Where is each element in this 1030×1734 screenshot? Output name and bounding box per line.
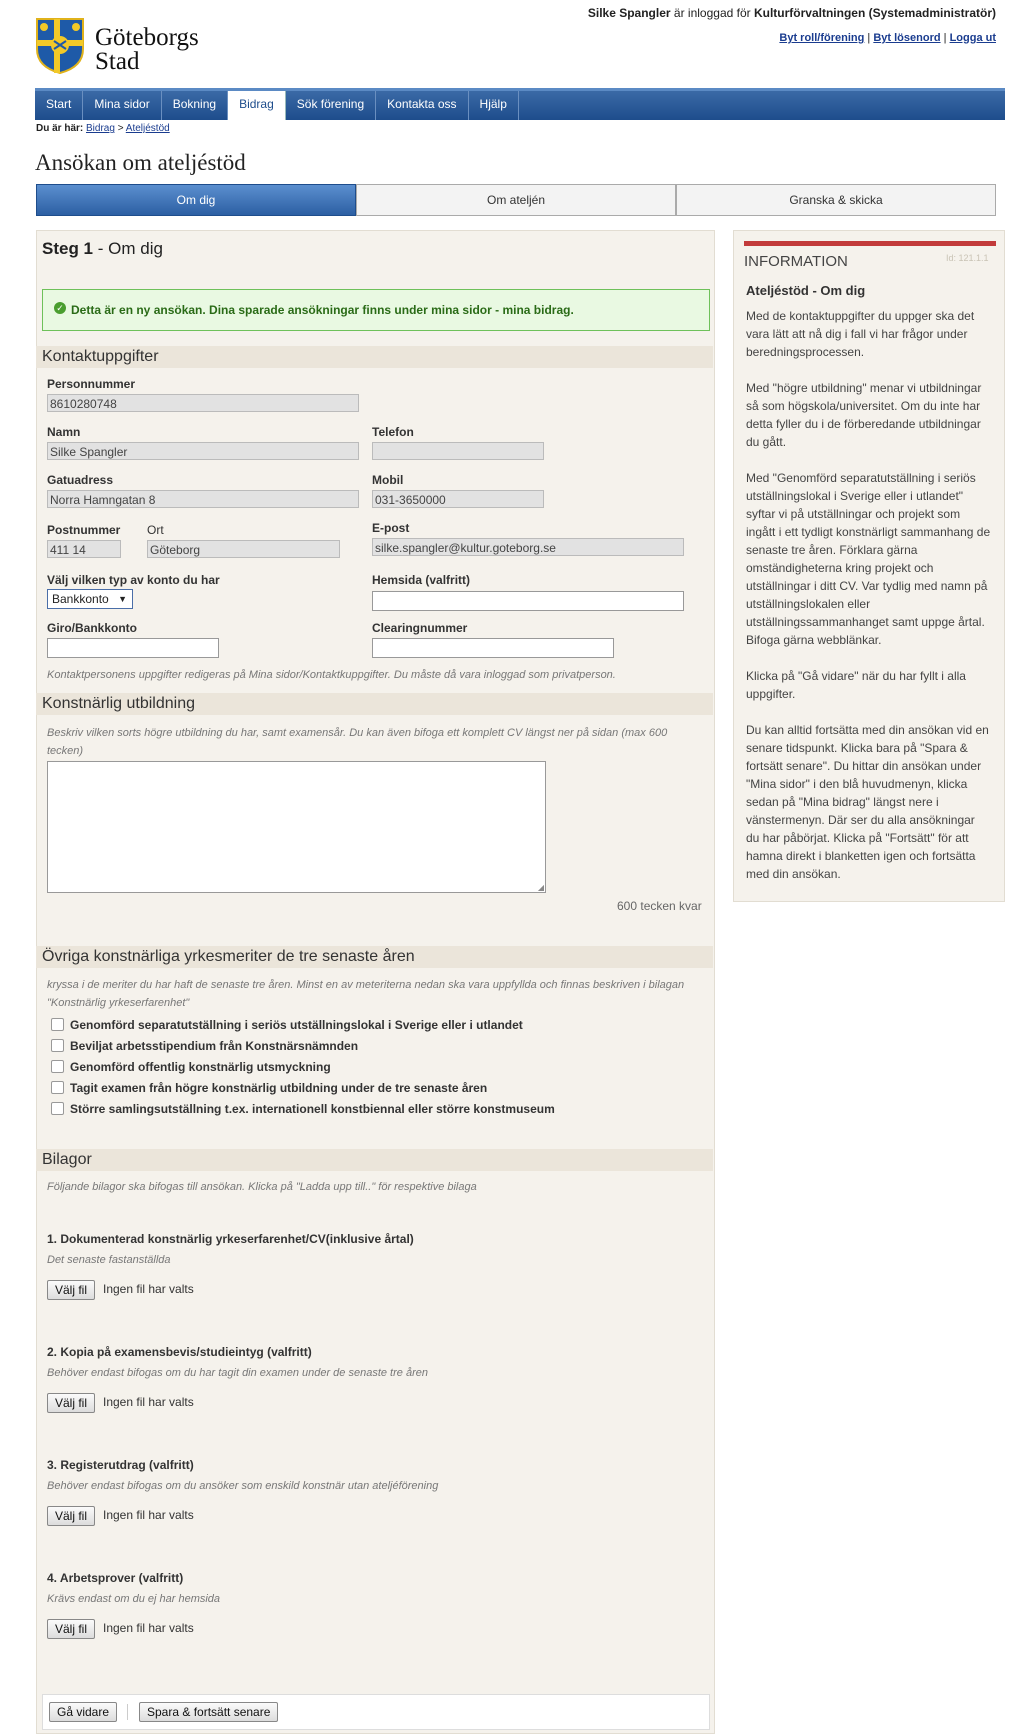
- hemsida-label: Hemsida (valfritt): [372, 573, 471, 587]
- personnummer-field: 8610280748: [47, 394, 359, 412]
- sidebar-paragraph: Du kan alltid fortsätta med din ansökan vid en senare tidspunkt. Klicka bara på "Spara & fortsätt senare". Du hittar din ansökan under "Mina sidor" i den blå huvudmenyn, klicka sedan på "Mina bidrag" längst nere i vänstermenyn. Där ser du alla ansökningar du har påbörjat. Klicka på "Fortsätt" för att hamna direkt i blanketten igen och fortsätta med din ansökan.: [746, 723, 989, 881]
- sidebar-paragraph: Klicka på "Gå vidare" när du har fyllt i alla uppgifter.: [746, 669, 966, 701]
- chevron-down-icon: ▼: [118, 594, 127, 604]
- merits-section-heading: Övriga konstnärliga yrkesmeriter de tre senaste åren: [36, 946, 713, 968]
- nav-mina-sidor[interactable]: Mina sidor: [83, 91, 161, 120]
- attachment-hint-1: Det senaste fastanställda: [47, 1254, 171, 1266]
- merit-label-4: Tagit examen från högre konstnärlig utbildning under de tre senaste åren: [70, 1081, 488, 1095]
- merit-checkbox-2[interactable]: [51, 1039, 64, 1052]
- namn-label: Namn: [47, 425, 81, 439]
- choose-file-button-4[interactable]: Välj fil: [47, 1619, 95, 1639]
- button-divider: [127, 1704, 128, 1720]
- sidebar-paragraph: Med "Genomförd separatutställning i seriös utställningslokal i Sverige eller i utlandet" syftar vi på utställningar och projekt som ingått i ett tydligt konstnärligt sammanhang de senaste tre åren. Förklara gärna omständigheterna kring projekt och utställningar i ditt CV. Var tydlig med namn på utställningslokalen eller utställningssammanhanget samt uppge årtal. Bifoga gärna webblänkar.: [746, 471, 991, 647]
- step-name: Om dig: [108, 239, 163, 258]
- personnummer-label: Personnummer: [47, 377, 136, 391]
- login-info: [588, 6, 996, 20]
- merit-label-3: Genomförd offentlig konstnärlig utsmyckning: [70, 1060, 331, 1074]
- postnummer-label: Postnummer: [47, 523, 121, 537]
- education-textarea[interactable]: [47, 761, 546, 893]
- konto-type-select[interactable]: [47, 589, 133, 609]
- choose-file-button-2[interactable]: Välj fil: [47, 1393, 95, 1413]
- logged-in-text: är inloggad för: [673, 6, 751, 20]
- attachment-hint-3: Behöver endast bifogas om du ansöker som enskild konstnär utan ateljéförening: [47, 1480, 439, 1492]
- resize-handle-icon[interactable]: ◢: [537, 883, 544, 892]
- notice-text: Detta är en ny ansökan. Dina sparade ansökningar finns under mina sidor - mina bidrag.: [71, 303, 574, 317]
- merit-label-5: Större samlingsutställning t.ex. internationell konstbiennal eller större konstmuseum: [70, 1102, 555, 1116]
- namn-field: Silke Spangler: [47, 442, 359, 460]
- mobil-field: 031-3650000: [372, 490, 544, 508]
- form-actions: [42, 1694, 710, 1730]
- attachment-title-2: 2. Kopia på examensbevis/studieintyg (valfritt): [47, 1345, 312, 1359]
- step-progress: [36, 184, 996, 216]
- nav-sok-forening[interactable]: Sök förening: [286, 91, 376, 120]
- sidebar-body: [746, 307, 991, 901]
- hemsida-input[interactable]: [372, 591, 684, 611]
- sidebar-paragraph: Med "högre utbildning" menar vi utbildningar så som högskola/universitet. Om du inte har detta fyller du i de förberedande utbildningar du gått.: [746, 381, 982, 449]
- step-granska-skicka: Granska & skicka: [676, 184, 996, 216]
- chars-left-counter: 600 tecken kvar: [617, 899, 702, 913]
- ort-label: Ort: [147, 523, 164, 537]
- sidebar-accent-bar: [744, 241, 996, 246]
- new-application-notice: [42, 289, 710, 331]
- sidebar-subtitle: Ateljéstöd - Om dig: [746, 283, 866, 298]
- clearing-label: Clearingnummer: [372, 621, 468, 635]
- site-logo-text[interactable]: [95, 26, 199, 74]
- epost-field: silke.spangler@kultur.goteborg.se: [372, 538, 684, 556]
- gatuadress-label: Gatuadress: [47, 473, 114, 487]
- giro-input[interactable]: [47, 638, 219, 658]
- merit-checkbox-5[interactable]: [51, 1102, 64, 1115]
- education-section-heading: Konstnärlig utbildning: [36, 693, 713, 715]
- breadcrumb-ateljestod[interactable]: Ateljéstöd: [125, 123, 170, 134]
- nav-kontakta-oss[interactable]: Kontakta oss: [376, 91, 468, 120]
- giro-label: Giro/Bankkonto: [47, 621, 138, 635]
- merits-hint: kryssa i de meriter du har haft de senaste tre åren. Minst en av meteriterna nedan ska vara uppfyllda och finnas beskriven i bilagan "Konstnärlig yrkeserfarenhet": [47, 979, 685, 1009]
- user-name: Silke Spangler: [587, 6, 671, 20]
- merit-checkbox-1[interactable]: [51, 1018, 64, 1031]
- konto-type-value: Bankkonto: [52, 592, 109, 606]
- no-file-text-2: Ingen fil har valts: [103, 1395, 194, 1409]
- attachment-hint-4: Krävs endast om du ej har hemsida: [47, 1593, 221, 1605]
- switch-role-link[interactable]: Byt roll/förening: [779, 32, 865, 44]
- no-file-text-3: Ingen fil har valts: [103, 1508, 194, 1522]
- step-heading: Steg 1 - Om dig: [42, 239, 163, 258]
- sidebar-title: INFORMATION: [744, 253, 848, 270]
- attachment-title-3: 3. Registerutdrag (valfritt): [47, 1458, 194, 1472]
- merit-checkbox-4[interactable]: [51, 1081, 64, 1094]
- attachment-hint-2: Behöver endast bifogas om du har tagit din examen under de senaste tre åren: [47, 1367, 428, 1379]
- breadcrumb-separator-icon: >: [117, 123, 124, 134]
- no-file-text-1: Ingen fil har valts: [103, 1282, 194, 1296]
- step-label: Steg 1: [42, 239, 94, 258]
- organization-name: Kulturförvaltningen (Systemadministratör): [753, 6, 996, 20]
- step-om-dig: Om dig: [36, 184, 356, 216]
- breadcrumb-prefix: Du är här:: [36, 123, 84, 134]
- nav-start[interactable]: Start: [35, 91, 83, 120]
- check-icon: ✓: [54, 302, 66, 314]
- no-file-text-4: Ingen fil har valts: [103, 1621, 194, 1635]
- change-password-link[interactable]: Byt lösenord: [873, 32, 941, 44]
- postnummer-field: 411 14: [47, 540, 121, 558]
- merit-label-1: Genomförd separatutställning i seriös utställningslokal i Sverige eller i utlandet: [70, 1018, 523, 1032]
- mobil-label: Mobil: [372, 473, 404, 487]
- account-links: Byt roll/förening | Byt lösenord | Logga ut: [779, 32, 996, 44]
- contact-hint: Kontaktpersonens uppgifter redigeras på Mina sidor/Kontaktkuppgifter. Du måste då vara inloggad som privatperson.: [47, 669, 616, 681]
- contact-section-heading: Kontaktuppgifter: [36, 346, 713, 368]
- logout-link[interactable]: Logga ut: [949, 32, 996, 44]
- telefon-field: [372, 442, 544, 460]
- attachment-title-4: 4. Arbetsprover (valfritt): [47, 1571, 184, 1585]
- education-hint: Beskriv vilken sorts högre utbildning du har, samt examensår. Du kan även bifoga ett komplett CV längst ner på sidan (max 600 tecken): [47, 727, 668, 757]
- konto-type-label: Välj vilken typ av konto du har: [47, 573, 220, 587]
- step-om-ateljen: Om ateljén: [356, 184, 676, 216]
- sidebar-paragraph: Med de kontaktuppgifter du uppger ska det vara lätt att nå dig i fall vi har frågor under beredningsprocessen.: [746, 309, 975, 359]
- save-continue-later-button[interactable]: Spara & fortsätt senare: [139, 1702, 278, 1722]
- gatuadress-field: Norra Hamngatan 8: [47, 490, 359, 508]
- epost-label: E-post: [372, 521, 410, 535]
- sidebar-page-id: Id: 121.1.1: [946, 253, 989, 263]
- telefon-label: Telefon: [372, 425, 414, 439]
- attachments-hint: Följande bilagor ska bifogas till ansökan. Klicka på "Ladda upp till.." för respektive bilaga: [47, 1181, 477, 1193]
- merit-checkbox-3[interactable]: [51, 1060, 64, 1073]
- clearing-input[interactable]: [372, 638, 614, 658]
- logo-line1: Göteborgs: [95, 24, 199, 51]
- nav-hjalp[interactable]: Hjälp: [469, 91, 519, 120]
- breadcrumb-bidrag[interactable]: Bidrag: [86, 123, 115, 134]
- breadcrumb: [36, 123, 170, 134]
- choose-file-button-3[interactable]: Välj fil: [47, 1506, 95, 1526]
- ort-field: Göteborg: [147, 540, 340, 558]
- attachments-section-heading: Bilagor: [36, 1149, 713, 1171]
- page-title: Ansökan om ateljéstöd: [35, 150, 246, 175]
- logo-line2: Stad: [95, 48, 140, 75]
- choose-file-button-1[interactable]: Välj fil: [47, 1280, 95, 1300]
- nav-bidrag[interactable]: Bidrag: [228, 91, 286, 120]
- merit-label-2: Beviljat arbetsstipendium från Konstnärsnämnden: [70, 1039, 359, 1053]
- nav-bokning[interactable]: Bokning: [162, 91, 228, 120]
- attachment-title-1: 1. Dokumenterad konstnärlig yrkeserfarenhet/CV(inklusive årtal): [47, 1232, 414, 1246]
- goteborg-crest-logo[interactable]: [35, 17, 85, 74]
- main-nav: [35, 88, 1005, 120]
- next-button[interactable]: Gå vidare: [49, 1702, 117, 1722]
